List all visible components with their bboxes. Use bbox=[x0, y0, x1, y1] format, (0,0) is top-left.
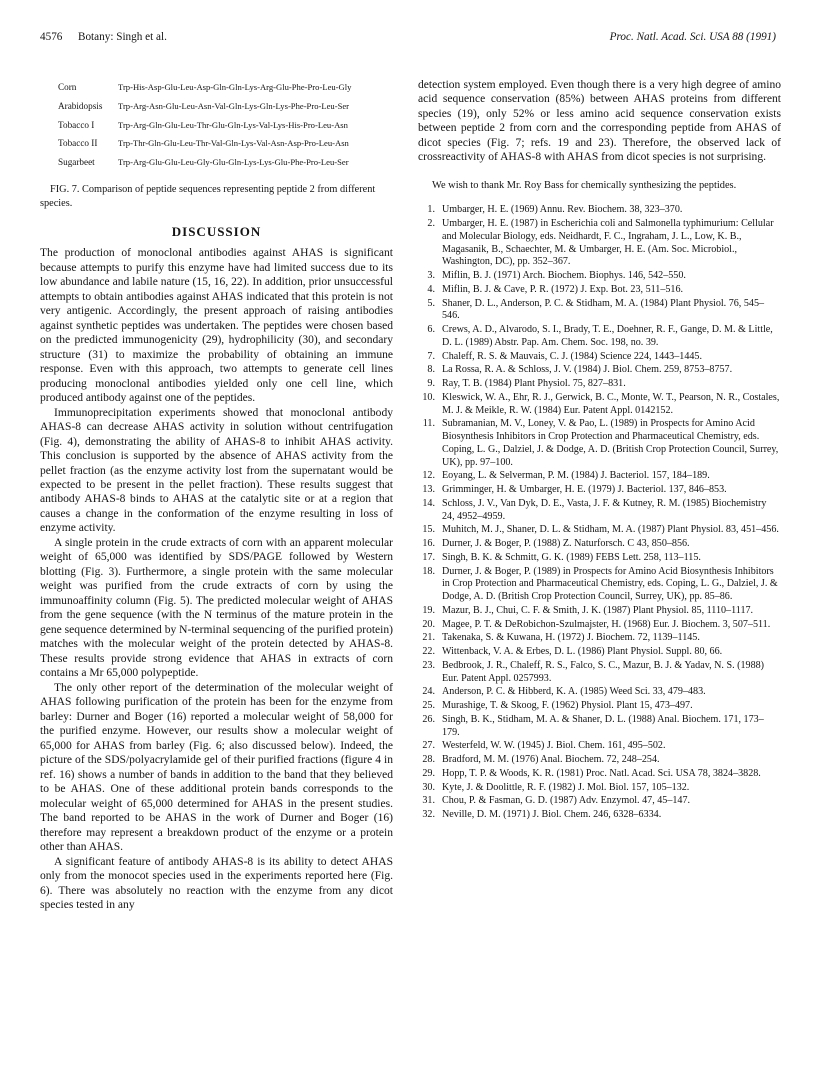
reference-number: 29. bbox=[422, 767, 435, 779]
reference-item bbox=[418, 686, 781, 699]
reference-item bbox=[418, 782, 781, 795]
peptide-sequence: Trp-Arg-Asn-Glu-Leu-Asn-Val-Gln-Lys-Gln-Lys-Phe-Pro-Leu-Ser bbox=[118, 101, 350, 112]
reference-item bbox=[418, 605, 781, 618]
reference-item bbox=[418, 351, 781, 364]
section-title: Botany: Singh et al. bbox=[78, 31, 167, 43]
reference-number: 1. bbox=[427, 204, 435, 216]
reference-number: 6. bbox=[427, 324, 435, 336]
reference-number: 15. bbox=[422, 524, 435, 536]
reference-item bbox=[418, 538, 781, 551]
reference-item bbox=[418, 484, 781, 497]
reference-number: 3. bbox=[427, 270, 435, 282]
reference-text: Kyte, J. & Doolittle, R. F. (1982) J. Mol. Biol. 157, 105–132. bbox=[442, 781, 690, 793]
reference-text: Grimminger, H. & Umbarger, H. E. (1979) J. Bacteriol. 137, 846–853. bbox=[442, 484, 727, 496]
reference-list bbox=[418, 204, 781, 822]
journal-citation: Proc. Natl. Acad. Sci. USA 88 (1991) bbox=[609, 31, 776, 43]
reference-number: 25. bbox=[422, 700, 435, 712]
reference-item bbox=[418, 700, 781, 713]
species-label: Tobacco II bbox=[58, 138, 98, 149]
species-label: Sugarbeet bbox=[58, 157, 95, 168]
discussion-continuation: detection system employed. Even though there is a very high degree of amino acid sequence conservation (85%) between AHAS proteins from different species (19), only 52% or less amino acid sequence conservation exists between peptide 2 from corn and the corresponding peptide from AHAS of dicot species (Fig. 7; refs. 19 and 23). Therefore, the observed lack of crossreactivity of AHAS-8 with AHAS from dicot species is not surprising. bbox=[418, 79, 781, 164]
reference-item bbox=[418, 754, 781, 767]
reference-number: 28. bbox=[422, 754, 435, 766]
reference-item bbox=[418, 392, 781, 418]
reference-item bbox=[418, 809, 781, 822]
right-column bbox=[418, 78, 781, 823]
species-label: Tobacco I bbox=[58, 119, 95, 130]
reference-item bbox=[418, 298, 781, 324]
reference-number: 10. bbox=[422, 391, 435, 403]
reference-text: Kleswick, W. A., Ehr, R. J., Gerwick, B. C., Monte, W. T., Pearson, N. R., Costales, M. J. & Meikle, R. W. (1984) Eur. Patent Appl. 0142152. bbox=[442, 391, 780, 416]
reference-item bbox=[418, 470, 781, 483]
left-column bbox=[40, 78, 393, 913]
reference-item bbox=[418, 740, 781, 753]
reference-text: Hopp, T. P. & Woods, K. R. (1981) Proc. Natl. Acad. Sci. USA 78, 3824–3828. bbox=[442, 767, 761, 779]
reference-text: Subramanian, M. V., Loney, V. & Pao, L. (1989) in Prospects for Amino Acid Biosynthesis Inhibitors in Crop Protection and Pharmaceutical Chemistry, eds. Coping, L. G., Dalziel, J. & Dodge, A. D. (British Crop Protection Council, Surrey, UK), pp. 97–100. bbox=[442, 418, 779, 468]
discussion-heading: DISCUSSION bbox=[171, 224, 262, 240]
acknowledgment: We wish to thank Mr. Roy Bass for chemically synthesizing the peptides. bbox=[432, 179, 737, 191]
page-number: 4576 bbox=[40, 31, 63, 43]
reference-text: Durner, J. & Boger, P. (1988) Z. Naturforsch. C 43, 850–856. bbox=[442, 538, 690, 550]
reference-item bbox=[418, 566, 781, 604]
reference-text: Bradford, M. M. (1976) Anal. Biochem. 72, 248–254. bbox=[442, 754, 660, 766]
sequence-row bbox=[58, 134, 351, 153]
reference-number: 16. bbox=[422, 538, 435, 550]
reference-text: Miflin, B. J. (1971) Arch. Biochem. Biophys. 146, 542–550. bbox=[442, 270, 686, 282]
reference-number: 18. bbox=[422, 565, 435, 577]
reference-item bbox=[418, 364, 781, 377]
peptide-sequence: Trp-Thr-Gln-Glu-Leu-Thr-Val-Gln-Lys-Val-Asn-Asp-Pro-Leu-Asn bbox=[118, 138, 349, 149]
reference-number: 12. bbox=[422, 470, 435, 482]
reference-text: Chou, P. & Fasman, G. D. (1987) Adv. Enzymol. 47, 45–147. bbox=[442, 795, 691, 807]
reference-number: 11. bbox=[422, 418, 435, 430]
reference-text: Umbarger, H. E. (1969) Annu. Rev. Biochem. 38, 323–370. bbox=[442, 204, 683, 216]
reference-number: 23. bbox=[422, 659, 435, 671]
reference-text: Umbarger, H. E. (1987) in Escherichia coli and Salmonella typhimurium: Cellular and Molecular Biology, eds. Neidhardt, F. C., Ingraham, J. L., Low, K. B., Magasanik, B., Schaechter, M. & Umbarger, H. E. (Am. Soc. Microbiol., Washington, DC), pp. 352–367. bbox=[442, 218, 774, 268]
reference-number: 5. bbox=[427, 297, 435, 309]
reference-number: 21. bbox=[422, 632, 435, 644]
reference-text: Schloss, J. V., Van Dyk, D. E., Vasta, J. F. & Kutney, R. M. (1985) Biochemistry 24, 4952–4959. bbox=[442, 497, 767, 522]
reference-number: 32. bbox=[422, 809, 435, 821]
reference-text: Takenaka, S. & Kuwana, H. (1972) J. Biochem. 72, 1139–1145. bbox=[442, 632, 700, 644]
reference-text: Singh, B. K. & Schmitt, G. K. (1989) FEBS Lett. 258, 113–115. bbox=[442, 551, 701, 563]
reference-text: Miflin, B. J. & Cave, P. R. (1972) J. Exp. Bot. 23, 511–516. bbox=[442, 283, 684, 295]
reference-item bbox=[418, 795, 781, 808]
reference-text: Anderson, P. C. & Hibberd, K. A. (1985) Weed Sci. 33, 479–483. bbox=[442, 686, 706, 698]
reference-text: Eoyang, L. & Selverman, P. M. (1984) J. Bacteriol. 157, 184–189. bbox=[442, 470, 710, 482]
reference-text: Bedbrook, J. R., Chaleff, R. S., Falco, S. C., Mazur, B. J. & Yadav, N. S. (1988) Eur. Patent Appl. 0257993. bbox=[442, 659, 765, 684]
reference-text: Crews, A. D., Alvarodo, S. I., Brady, T. E., Doehner, R. F., Gange, D. M. & Little, D. L. (1989) Abstr. Pap. Am. Chem. Soc. 198, no. 39. bbox=[442, 324, 773, 348]
reference-text: Wittenback, V. A. & Erbes, D. L. (1986) Plant Physiol. Suppl. 80, 66. bbox=[442, 646, 723, 658]
species-label: Corn bbox=[58, 82, 77, 93]
peptide-sequence: Trp-His-Asp-Glu-Leu-Asp-Gln-Gln-Lys-Arg-Glu-Phe-Pro-Leu-Gly bbox=[118, 82, 352, 93]
reference-item bbox=[418, 646, 781, 659]
reference-text: Muhitch, M. J., Shaner, D. L. & Stidham, M. A. (1987) Plant Physiol. 83, 451–456. bbox=[442, 524, 779, 536]
reference-number: 26. bbox=[422, 713, 435, 725]
peptide-sequence: Trp-Arg-Glu-Glu-Leu-Gly-Glu-Gln-Lys-Lys-Glu-Phe-Pro-Leu-Ser bbox=[118, 157, 349, 168]
reference-number: 27. bbox=[422, 740, 435, 752]
reference-text: Shaner, D. L., Anderson, P. C. & Stidham, M. A. (1984) Plant Physiol. 76, 545–546. bbox=[442, 297, 765, 322]
discussion-paragraph-5: A significant feature of antibody AHAS-8 is its ability to detect AHAS only from the monocot species used in the experiments reported here (Fig. 6). There was absolutely no reaction with the enzyme from any dicot species tested in any bbox=[40, 855, 393, 912]
discussion-paragraph-1: The production of monoclonal antibodies against AHAS is significant because attempts to purify this enzyme have had limited success due to its low abundance and labile nature (15, 16, 22). In addition, prior unsuccessful attempts to obtain antibodies against AHAS indicated that this protein is not very antigenic. Accordingly, the present approach of raising antibodies against synthetic peptides was undertaken. The peptides were chosen based on the predicted immunogenicity (29), hydrophilicity (30), and secondary structure (31) to maximize the probability of obtaining an immune response. Even with this approach, two attempts to generate cell lines producing monoclonal antibodies yielded only one cell line, which produced antibody against one of the peptides. bbox=[40, 247, 393, 405]
reference-item bbox=[418, 714, 781, 740]
reference-text: La Rossa, R. A. & Schloss, J. V. (1984) J. Biol. Chem. 259, 8753–8757. bbox=[442, 364, 733, 376]
reference-number: 4. bbox=[427, 283, 435, 295]
reference-item bbox=[418, 632, 781, 645]
reference-number: 7. bbox=[427, 350, 435, 362]
peptide-sequence: Trp-Arg-Gln-Glu-Leu-Thr-Glu-Gln-Lys-Val-Lys-His-Pro-Leu-Asn bbox=[118, 119, 348, 130]
reference-text: Neville, D. M. (1971) J. Biol. Chem. 246, 6328–6334. bbox=[442, 809, 662, 821]
reference-item bbox=[418, 218, 781, 269]
figure-7-sequence-table bbox=[58, 78, 351, 171]
reference-text: Singh, B. K., Stidham, M. A. & Shaner, D. L. (1988) Anal. Biochem. 171, 173–179. bbox=[442, 713, 764, 738]
reference-number: 31. bbox=[422, 795, 435, 807]
sequence-row bbox=[58, 115, 351, 134]
sequence-row bbox=[58, 97, 351, 116]
reference-item bbox=[418, 270, 781, 283]
reference-number: 2. bbox=[427, 218, 435, 230]
reference-text: Mazur, B. J., Chui, C. F. & Smith, J. K. (1987) Plant Physiol. 85, 1110–1117. bbox=[442, 604, 754, 616]
reference-item bbox=[418, 418, 781, 469]
reference-item bbox=[418, 284, 781, 297]
reference-number: 30. bbox=[422, 781, 435, 793]
reference-number: 9. bbox=[427, 378, 435, 390]
running-header bbox=[40, 31, 776, 47]
reference-number: 19. bbox=[422, 604, 435, 616]
reference-item bbox=[418, 378, 781, 391]
reference-text: Chaleff, R. S. & Mauvais, C. J. (1984) Science 224, 1443–1445. bbox=[442, 350, 702, 362]
discussion-paragraph-2: Immunoprecipitation experiments showed that monoclonal antibody AHAS-8 can decrease AHAS activity in solution without centrifugation (Fig. 4), demonstrating the ability of AHAS-8 to inhibit AHAS activity. This conclusion is supported by the absence of AHAS activity from the pellet fraction (as the enzyme activity lost from the supernatant would be expected to be present in the pellet fraction). These results suggest that antibody AHAS-8 binds to AHAS at the catalytic site or at a region that causes a change in the conformation of the enzyme resulting in loss of enzyme activity. bbox=[40, 406, 393, 535]
reference-text: Durner, J. & Boger, P. (1989) in Prospects for Amino Acid Biosynthesis Inhibitors in Crop Protection and Pharmaceutical Chemistry, eds. Coping, L. G., Dalziel, J. & Dodge, A. D. (British Crop Protection Council, Surrey, UK), pp. 85–86. bbox=[442, 565, 778, 603]
reference-text: Westerfeld, W. W. (1945) J. Biol. Chem. 161, 495–502. bbox=[442, 740, 666, 752]
reference-item bbox=[418, 498, 781, 524]
reference-number: 8. bbox=[427, 364, 435, 376]
sequence-row bbox=[58, 153, 351, 172]
reference-text: Magee, P. T. & DeRobichon-Szulmajster, H. (1968) Eur. J. Biochem. 3, 507–511. bbox=[442, 618, 771, 630]
reference-item bbox=[418, 324, 781, 350]
discussion-paragraph-3: A single protein in the crude extracts of corn with an apparent molecular weight of 65,000 was identified by SDS/PAGE followed by Western blotting (Fig. 3). Furthermore, a single protein with the same molecular weight was purified from the crude extracts of corn by using the immunoaffinity column (Fig. 5). The predicted molecular weight of AHAS from the gene sequence (with the N terminus of the mature protein in the gene sequence determined by N-terminal sequencing of the purified protein) matches with the molecular weight of the protein detected by AHAS-8. These results provide strong evidence that AHAS in extracts of corn contains a Mr 65,000 polypeptide. bbox=[40, 536, 394, 680]
reference-number: 17. bbox=[422, 551, 435, 563]
reference-item bbox=[418, 552, 781, 565]
reference-number: 13. bbox=[422, 484, 435, 496]
species-label: Arabidopsis bbox=[58, 101, 103, 112]
reference-number: 22. bbox=[422, 646, 435, 658]
reference-number: 14. bbox=[422, 497, 435, 509]
reference-item bbox=[418, 660, 781, 686]
sequence-row bbox=[58, 78, 351, 97]
reference-number: 24. bbox=[422, 686, 435, 698]
reference-text: Ray, T. B. (1984) Plant Physiol. 75, 827–831. bbox=[442, 378, 626, 390]
reference-item bbox=[418, 768, 781, 781]
reference-item bbox=[418, 204, 781, 217]
discussion-paragraph-4: The only other report of the determination of the molecular weight of AHAS following purification of the protein has been for the enzyme from barley: Durner and Boger (16) reported a molecular weight of 58,000 for the purified enzyme. However, our results show a molecular weight of 65,000 for AHAS from barley (Fig. 6; also discussed below). Indeed, the picture of the SDS/polyacrylamide gel of their purified fractions (figure 4 in ref. 16) shows a number of bands in addition to the band that they believed to be AHAS. One of these additional protein bands corresponds to the molecular weight of 65,000 determined for AHAS in the present studies. The band reported to be AHAS in the work of Durner and Boger (16) therefore may represent a breakdown product of the enzyme or a protein other than AHAS. bbox=[40, 681, 393, 854]
reference-item bbox=[418, 524, 781, 537]
figure-7-caption: FIG. 7. Comparison of peptide sequences representing peptide 2 from different species. bbox=[40, 184, 376, 209]
reference-text: Murashige, T. & Skoog, F. (1962) Physiol. Plant 15, 473–497. bbox=[442, 700, 693, 712]
reference-item bbox=[418, 619, 781, 632]
reference-number: 20. bbox=[422, 618, 435, 630]
